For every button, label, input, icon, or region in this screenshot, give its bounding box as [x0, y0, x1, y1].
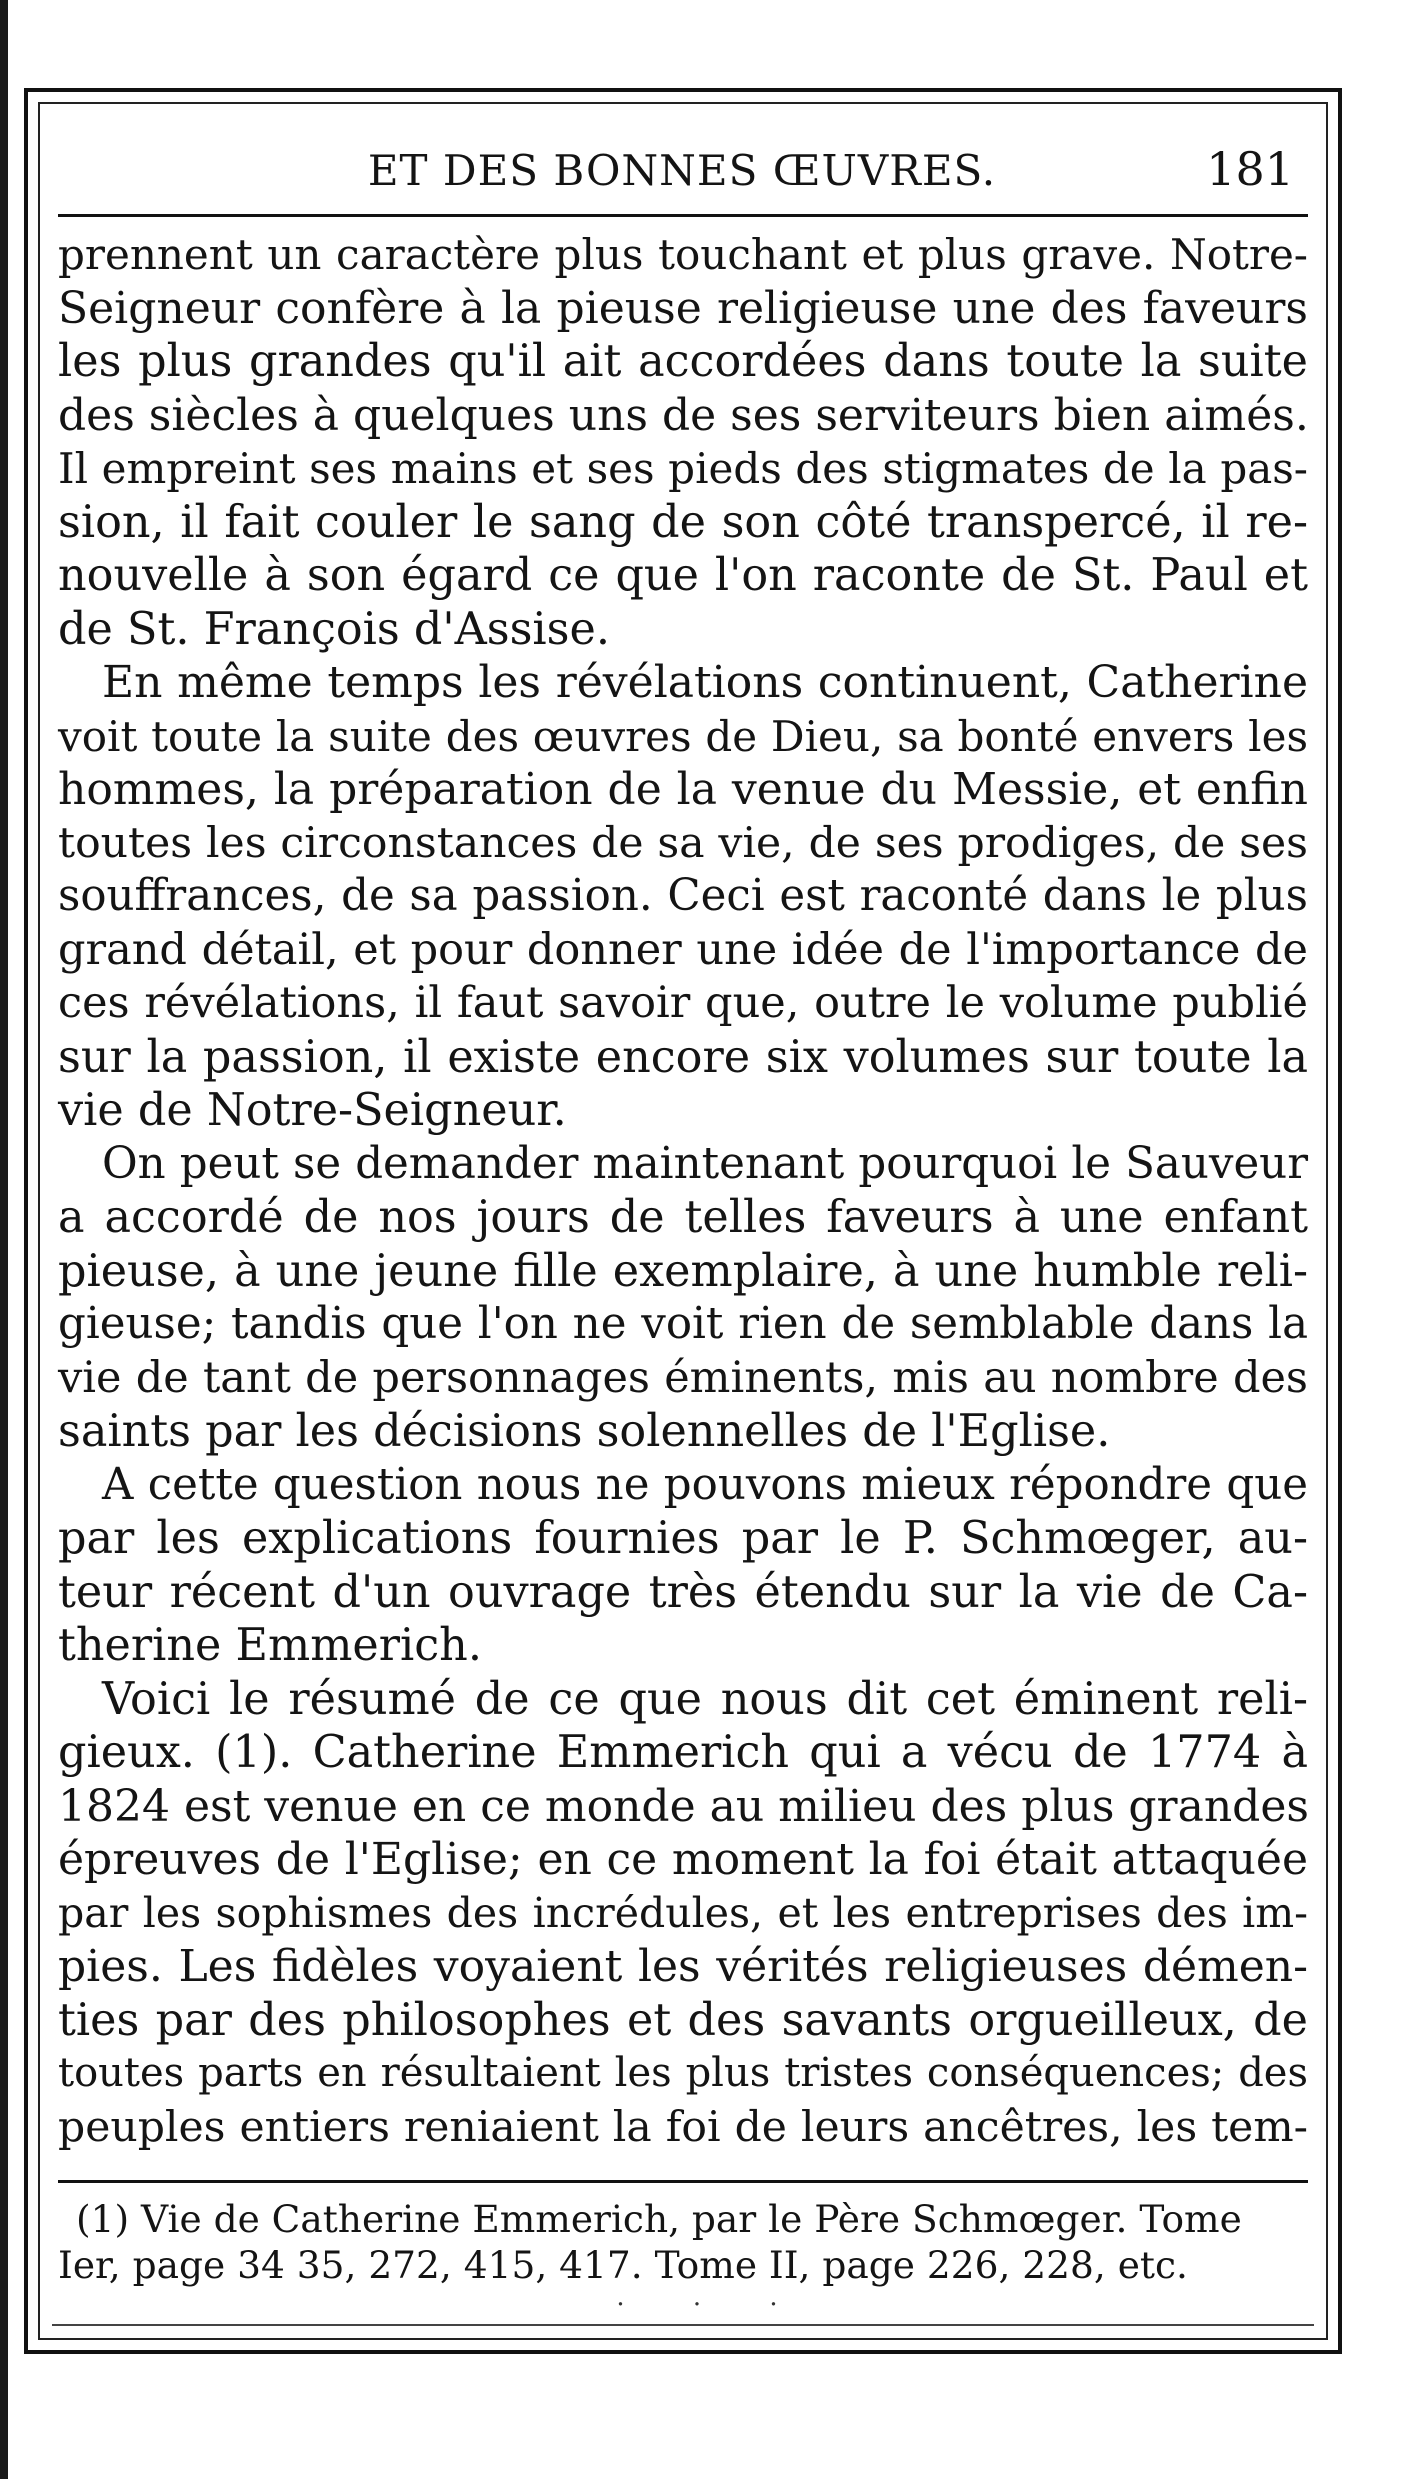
text-line: ties par des philosophes et des savants orgueilleux, de [58, 1994, 1308, 2046]
text-line: A cette question nous ne pouvons mieux répondre que [102, 1459, 1308, 1510]
text-line: ces révélations, il faut savoir que, outre le volume publié [58, 978, 1308, 1028]
page-number: 181 [1206, 142, 1294, 196]
footnote [58, 2196, 1308, 2288]
text-line: On peut se demander maintenant pourquoi le Sauveur [102, 1138, 1308, 1189]
text-line: de St. François d'Assise. [58, 603, 610, 655]
text-line: teur récent d'un ouvrage très étendu sur la vie de Ca- [58, 1566, 1308, 1618]
text-line: les plus grandes qu'il ait accordées dans toute la suite [58, 336, 1308, 387]
footnote-rule [58, 2180, 1308, 2183]
bottom-rule [52, 2324, 1314, 2326]
text-line: souffrances, de sa passion. Ceci est raconté dans le plus [58, 871, 1308, 921]
text-line: Il empreint ses mains et ses pieds des stigmates de la pas- [58, 444, 1308, 493]
text-line: therine Emmerich. [58, 1620, 482, 1671]
running-title: ET DES BONNES ŒUVRES. [367, 146, 997, 195]
footnote-line: (1) Vie de Catherine Emmerich, par le Père Schmœger. Tome [76, 2197, 1242, 2241]
text-line: sion, il fait couler le sang de son côté transpercé, il re- [58, 496, 1308, 548]
text-line: En même temps les révélations continuent, Catherine [102, 657, 1308, 708]
text-line: gieux. (1). Catherine Emmerich qui a vécu de 1774 à [58, 1727, 1308, 1778]
body-text [58, 228, 1308, 2154]
text-line: des siècles à quelques uns de ses serviteurs bien aimés. [58, 389, 1309, 441]
text-line: voit toute la suite des œuvres de Dieu, sa bonté envers les [58, 711, 1308, 761]
text-line: gieuse; tandis que l'on ne voit rien de semblable dans la [58, 1299, 1308, 1349]
bottom-ornament: · · · [616, 2290, 808, 2320]
text-line: hommes, la préparation de la venue du Messie, et enfin [58, 764, 1308, 815]
text-line: par les explications fournies par le P. Schmœger, au- [58, 1513, 1308, 1564]
text-line: grand détail, et pour donner une idée de l'importance de [58, 924, 1308, 975]
text-line: 1824 est venue en ce monde au milieu des plus grandes [58, 1780, 1309, 1832]
text-line: vie de tant de personnages éminents, mis au nombre des [58, 1352, 1308, 1403]
text-line: prennent un caractère plus touchant et plus grave. Notre- [58, 230, 1308, 279]
text-line: épreuves de l'Eglise; en ce moment la foi était attaquée [58, 1834, 1308, 1885]
text-line: Seigneur confère à la pieuse religieuse une des faveurs [58, 282, 1308, 334]
text-line: pies. Les fidèles voyaient les vérités religieuses démen- [58, 1941, 1308, 1992]
footnote-line: Ier, page 34 35, 272, 415, 417. Tome II, page 226, 228, etc. [58, 2243, 1188, 2287]
text-line: Voici le résumé de ce que nous dit cet éminent reli- [102, 1673, 1308, 1725]
page-header [62, 140, 1302, 200]
text-line: peuples entiers reniaient la foi de leurs ancêtres, les tem- [58, 2102, 1308, 2152]
text-line: a accordé de nos jours de telles faveurs à une enfant [58, 1192, 1308, 1243]
text-line: toutes les circonstances de sa vie, de ses prodiges, de ses [58, 818, 1308, 868]
text-line: pieuse, à une jeune fille exemplaire, à une humble reli- [58, 1245, 1308, 1297]
text-line: par les sophismes des incrédules, et les entreprises des im- [58, 1888, 1308, 1937]
text-line: nouvelle à son égard ce que l'on raconte de St. Paul et [58, 550, 1308, 601]
text-line: toutes parts en résultaient les plus tristes conséquences; des [58, 2050, 1308, 2096]
header-rule [58, 214, 1308, 217]
text-line: saints par les décisions solennelles de l'Eglise. [58, 1406, 1111, 1457]
text-line: sur la passion, il existe encore six volumes sur toute la [58, 1031, 1308, 1083]
page-edge-shadow [0, 0, 8, 2479]
text-line: vie de Notre-Seigneur. [58, 1085, 567, 1136]
